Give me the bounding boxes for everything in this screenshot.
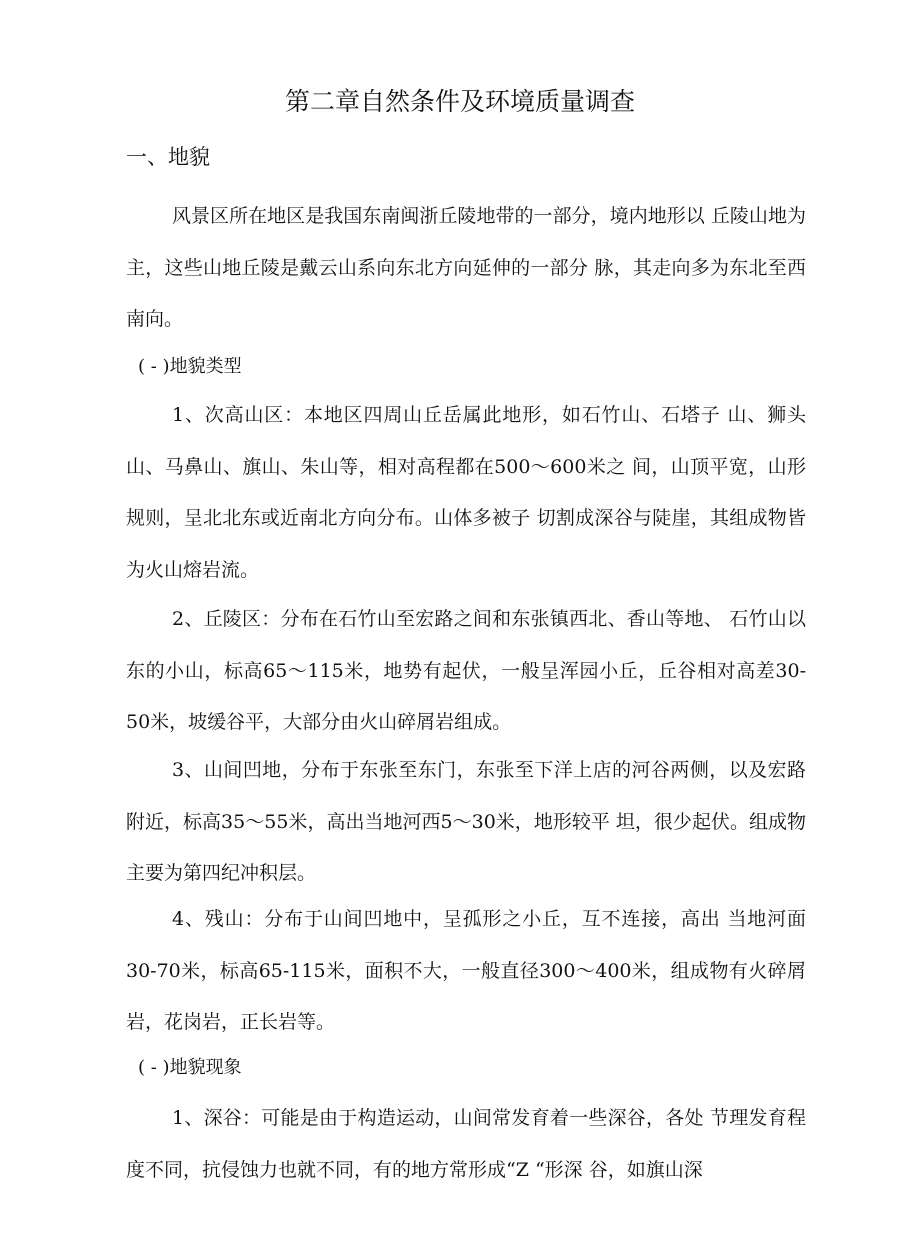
section-heading-landform: 一、地貌: [126, 145, 210, 169]
page-title: 第二章自然条件及环境质量调查: [284, 87, 635, 116]
subsection-heading-landform-types: ( - )地貌类型: [138, 356, 242, 377]
paragraph-hill-area: 2、丘陵区：分布在石竹山至宏路之间和东张镇西北、香山等地、 石竹山以东的小山，标高65～115米，地势有起伏，一般呈浑园小丘，丘谷相对高差30-50米，坡缓谷平，大部分由火山碎屑岩组成。: [126, 608, 806, 733]
paragraph-sub-high-mountain: 1、次高山区：本地区四周山丘岳属此地形，如石竹山、石塔子 山、狮头山、马鼻山、旗山、朱山等，相对高程都在500～600米之 间，山顶平宽，山形规则，呈北北东或近南北方向分布。山体多被子 切割成深谷与陡崖，其组成物皆为火山熔岩流。: [126, 404, 806, 581]
paragraph-residual-hills: 4、残山：分布于山间凹地中，呈孤形之小丘，互不连接，高出 当地河面30-70米，标高65-115米，面积不大，一般直径300～400米，组成物有火碎屑岩，花岗岩，正长岩等。: [126, 908, 806, 1033]
paragraph-deep-valley: 1、深谷：可能是由于构造运动，山间常发育着一些深谷，各处 节理发育程度不同，抗侵蚀力也就不同，有的地方常形成“Z “形深 谷，如旗山深: [126, 1107, 806, 1181]
paragraph-intermountain-depression: 3、山间凹地，分布于东张至东门，东张至下洋上店的河谷两侧，以及宏路附近，标高35～55米，高出当地河西5～30米，地形较平 坦，很少起伏。组成物主要为第四纪冲积层。: [126, 759, 806, 884]
subsection-heading-landform-phenomena: ( - )地貌现象: [138, 1057, 242, 1078]
intro-paragraph: 风景区所在地区是我国东南闽浙丘陵地带的一部分，境内地形以 丘陵山地为主，这些山地丘陵是戴云山系向东北方向延伸的一部分 脉，其走向多为东北至西南向。: [126, 205, 806, 330]
